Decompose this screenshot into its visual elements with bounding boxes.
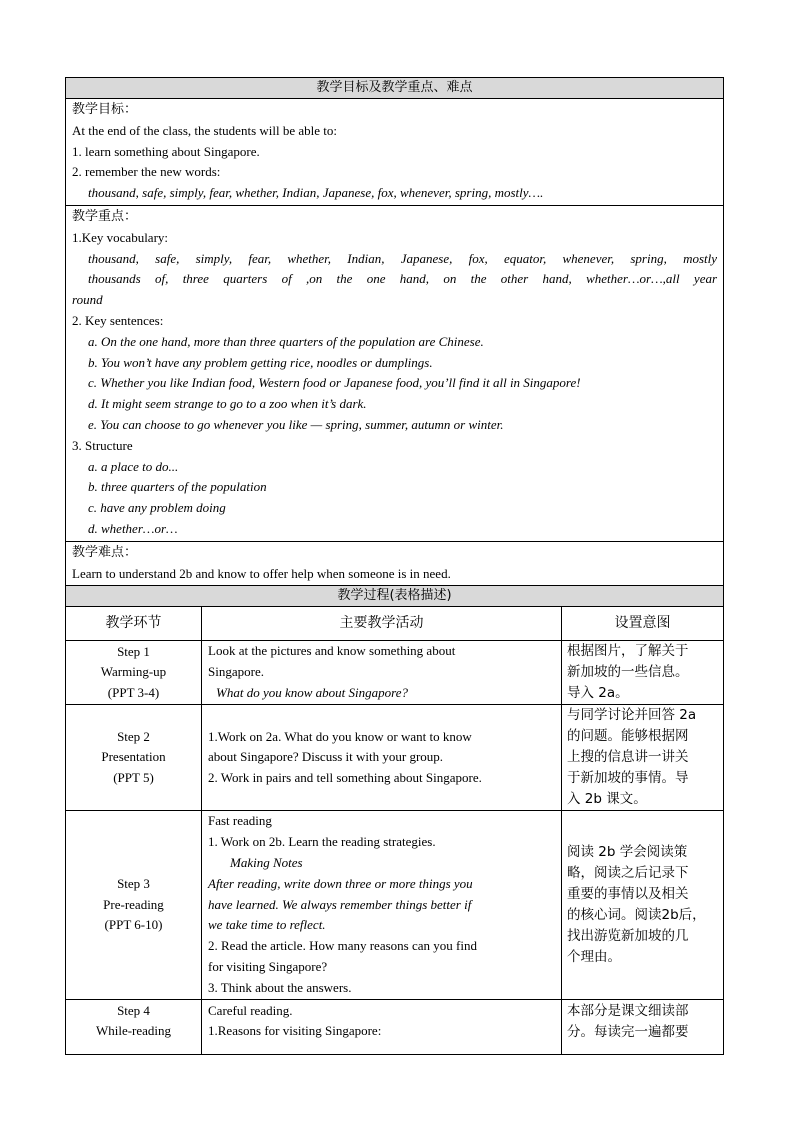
objective-words: thousand, safe, simply, fear, whether, Indian, Japanese, fox, whenever, spring, mostly…. <box>88 185 544 201</box>
sentences-title: 2. Key sentences: <box>72 312 164 328</box>
structure-title: 3. Structure <box>72 437 133 453</box>
objective-item: 2. remember the new words: <box>72 164 221 180</box>
activity-line: Careful reading. <box>208 1002 293 1018</box>
intent-cell <box>562 999 724 1054</box>
intent-line: 根据图片，了解关于 <box>567 643 689 660</box>
lesson-plan-table <box>65 77 724 1055</box>
step-ppt: (PPT 6-10) <box>104 917 163 933</box>
key-sentence: c. Whether you like Indian food, Western food or Japanese food, you’ll find it all in Singapore! <box>88 375 581 391</box>
column-header-activities: 主要教学活动 <box>202 607 562 641</box>
step-cell <box>66 999 202 1054</box>
activity-line: 1.Work on 2a. What do you know or want to know <box>208 728 472 744</box>
step-ppt: (PPT 5) <box>113 770 154 786</box>
intent-line: 重要的事情以及相关 <box>567 885 689 902</box>
intent-line: 上搜的信息讲一讲关 <box>567 749 689 766</box>
structure-item: b. three quarters of the population <box>88 479 267 495</box>
activity-line: 1. Work on 2b. Learn the reading strategies. <box>208 834 436 850</box>
step-cell <box>66 641 202 705</box>
intent-line: 个理由。 <box>567 948 621 965</box>
column-header-step: 教学环节 <box>66 607 202 641</box>
step-ppt: (PPT 3-4) <box>107 685 160 701</box>
activities-cell <box>202 705 562 811</box>
activities-cell <box>202 811 562 999</box>
intent-line: 的核心词。阅读2b后， <box>567 906 706 923</box>
structure-item: d. whether…or… <box>88 520 178 536</box>
intent-line: 与同学讨论并回答 2a <box>567 707 697 724</box>
key-sentence: b. You won’t have any problem getting rice, noodles or dumplings. <box>88 354 433 370</box>
difficulty-cell <box>66 541 724 586</box>
activity-line: for visiting Singapore? <box>208 958 328 974</box>
activity-line: 1.Reasons for visiting Singapore: <box>208 1023 382 1039</box>
intent-line: 新加坡的一些信息。 <box>567 664 689 681</box>
step-number: Step 1 <box>117 643 150 659</box>
column-header-intent: 设置意图 <box>562 607 724 641</box>
activity-line: Making Notes <box>230 854 303 870</box>
vocab-line: round <box>72 292 103 308</box>
intent-line: 导入 2a。 <box>567 685 629 702</box>
activities-cell <box>202 641 562 705</box>
step-cell <box>66 811 202 999</box>
intent-line: 于新加坡的事情。导 <box>567 770 689 787</box>
activity-line: 3. Think about the answers. <box>208 979 352 995</box>
intent-cell <box>562 705 724 811</box>
activity-line: have learned. We always remember things better if <box>208 896 472 912</box>
difficulty-title: 教学难点： <box>72 544 138 560</box>
intent-line: 入 2b 课文。 <box>567 791 647 808</box>
intent-line: 略，阅读之后记录下 <box>567 864 689 881</box>
structure-item: a. a place to do... <box>88 458 179 474</box>
step-cell <box>66 705 202 811</box>
intent-cell <box>562 811 724 999</box>
objective-item: 1. learn something about Singapore. <box>72 143 260 159</box>
structure-item: c. have any problem doing <box>88 500 226 516</box>
intent-line: 本部分是课文细读部 <box>567 1002 689 1019</box>
activity-line: we take time to reflect. <box>208 917 326 933</box>
objectives-title: 教学目标： <box>72 102 138 117</box>
step-number: Step 3 <box>117 875 150 891</box>
activity-line: 2. Work in pairs and tell something about Singapore. <box>208 770 482 786</box>
activities-cell <box>202 999 562 1054</box>
step-title: Presentation <box>101 749 166 765</box>
process-section-header: 教学过程(表格描述) <box>66 586 724 607</box>
lesson-plan-page <box>65 77 723 1055</box>
objectives-intro: At the end of the class, the students will be able to: <box>72 122 337 138</box>
intent-line: 找出游览新加坡的几 <box>567 927 689 944</box>
table-row <box>66 641 724 705</box>
key-sentence: d. It might seem strange to go to a zoo when it’s dark. <box>88 396 367 412</box>
keypoints-title: 教学重点： <box>72 208 138 224</box>
vocab-title: 1.Key vocabulary: <box>72 229 169 245</box>
activity-line: about Singapore? Discuss it with your group. <box>208 749 444 765</box>
activity-line: After reading, write down three or more things you <box>208 875 473 891</box>
vocab-line: thousand, safe, simply, fear, whether, Indian, Japanese, fox, equator, whenever, spring, mostly <box>88 250 718 266</box>
intent-line: 的问题。能够根据网 <box>567 728 689 745</box>
activity-line: What do you know about Singapore? <box>216 684 408 700</box>
step-number: Step 2 <box>117 728 150 744</box>
activity-line: Singapore. <box>208 664 264 680</box>
key-sentence: a. On the one hand, more than three quarters of the population are Chinese. <box>88 333 484 349</box>
activity-line: 2. Read the article. How many reasons can you find <box>208 938 477 954</box>
step-title: Pre-reading <box>103 896 164 912</box>
objectives-cell <box>66 99 724 206</box>
vocab-line: thousands of, three quarters of ,on the one hand, on the other hand, whether…or…,all year <box>88 271 718 287</box>
activity-line: Look at the pictures and know something about <box>208 643 456 659</box>
objectives-section-header: 教学目标及教学重点、难点 <box>66 78 724 99</box>
difficulty-text: Learn to understand 2b and know to offer help when someone is in need. <box>72 565 451 581</box>
table-row <box>66 705 724 811</box>
step-title: Warming-up <box>100 664 167 680</box>
intent-line: 阅读 2b 学会阅读策 <box>567 843 688 860</box>
key-sentence: e. You can choose to go whenever you like — spring, summer, autumn or winter. <box>88 416 504 432</box>
intent-line: 分。每读完一遍都要 <box>567 1023 689 1040</box>
keypoints-cell <box>66 205 724 541</box>
intent-cell <box>562 641 724 705</box>
step-title: While-reading <box>95 1023 172 1039</box>
table-row <box>66 999 724 1054</box>
step-number: Step 4 <box>117 1002 150 1018</box>
activity-line: Fast reading <box>208 813 272 829</box>
table-row <box>66 811 724 999</box>
